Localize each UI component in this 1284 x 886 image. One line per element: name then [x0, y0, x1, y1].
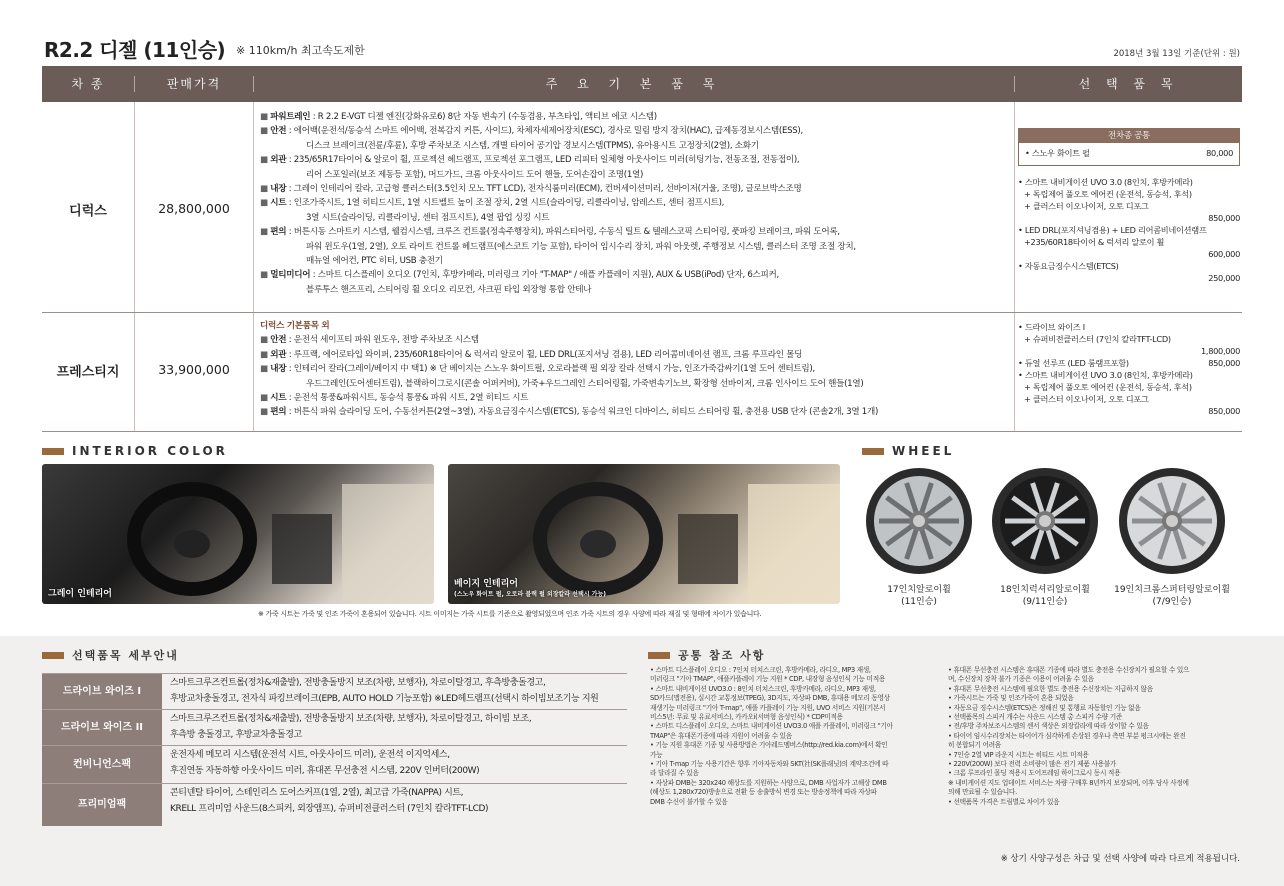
option-price: 850,000 — [1208, 406, 1240, 416]
feature-item — [260, 211, 1040, 225]
common-notes-right — [948, 666, 1244, 807]
photo-subcaption: (스노우 화이트 펄, 오로라 블랙 펄 외장칼라 선택시 가능) — [454, 591, 606, 598]
note-line: • 선택품목의 스피커 개수는 사운드 시스템 총 스피커 수량 기준 — [948, 713, 1123, 722]
option-line: • 스마트 내비게이션 UVO 3.0 (8인치, 후방카메라) — [1018, 177, 1193, 187]
beige-interior-photo — [448, 464, 840, 604]
photo-caption: 그레이 인테리어 — [48, 589, 112, 599]
feature-sep: : — [286, 407, 294, 418]
feature-label: 안전 — [270, 126, 287, 137]
option-guide-label: 프리미엄팩 — [42, 784, 162, 826]
bullet-icon: ■ — [260, 270, 271, 281]
option-line: • LED DRL(포지셔닝겸용) + LED 리어콤비네이션램프 — [1018, 225, 1207, 235]
option-price: 250,000 — [1208, 273, 1240, 283]
bullet-icon: ■ — [260, 126, 271, 137]
feature-item — [260, 405, 1040, 419]
option-line: + 독립제어 풀오토 에어컨 (운전석, 동승석, 후석) — [1024, 382, 1192, 392]
common-option-price: 80,000 — [1206, 148, 1233, 158]
option-guide-text — [170, 711, 630, 743]
option-line — [1018, 357, 1240, 369]
option-guide-row — [42, 783, 627, 825]
option-price: 600,000 — [1208, 249, 1240, 259]
feature-sep: : — [286, 155, 294, 166]
option-guide-label: 컨비니언스팩 — [42, 746, 162, 784]
feature-sep: : — [286, 364, 294, 375]
note-line: • 스마트 디스플레이 오디오 : 7인치 터치스크린, 후방카메라, 라디오, MP3 재생, — [650, 666, 871, 674]
feature-sep: : — [286, 184, 294, 195]
feature-sep: : — [286, 335, 294, 346]
option-guide-label: 드라이브 와이즈 I — [42, 674, 162, 710]
bullet-icon: ■ — [260, 112, 271, 122]
note-line: • 크롬 루프라인 몰딩 적용시 도어프레임 하이그로시 동시 적용 — [948, 769, 1121, 778]
feature-label: 내장 — [270, 184, 287, 195]
option-guide-line: 콘티넨탈 타이어, 스테인리스 도어스커프(1열, 2열), 최고급 가죽(NAPPA) 시트, — [170, 788, 464, 798]
option-guide-line: 후방교차충돌경고, 전자식 파킹브레이크(EPB, AUTO HOLD 기능포함) ※LED헤드램프(선택시 하이빔보조기능 지원 — [170, 694, 599, 704]
feature-item — [260, 168, 1040, 182]
header-features: 주 요 기 본 품 목 — [545, 77, 723, 91]
bullet-icon: ■ — [260, 364, 271, 375]
trim-price: 33,900,000 — [158, 362, 230, 377]
option-line: + 클러스터 이오나이저, 오토 디포그 — [1024, 201, 1149, 211]
interior-note: ※ 가죽 시트는 가죽 및 인조 가죽이 혼용되어 있습니다. 시트 이미지는 가죽 시트를 기준으로 촬영되었으며 인조 가죽 시트의 경우 사양에 따라 재질 및 형태에 차이가 있습니다. — [258, 610, 762, 618]
feature-sep: : — [286, 126, 294, 137]
feature-item — [260, 225, 1040, 239]
note-line: • 선택품목 가격은 트림별로 차이가 있음 — [948, 797, 1060, 806]
footer-note: ※ 상기 사양구성은 차급 및 선택 사양에 따라 다르게 적용됩니다. — [1000, 854, 1240, 864]
feature-item — [260, 139, 1040, 153]
common-option-name: • 스노우 화이트 펄 — [1025, 148, 1090, 158]
note-line: (해상도 1,280x720)방송으로 전환 등 송출방식 변경 또는 방송정책에 따라 자상파 — [650, 788, 877, 797]
wheel-seats: (11인승) — [901, 597, 937, 607]
table-header — [42, 66, 1242, 102]
note-line: • 전/후방 주차보조시스템의 센서 색상은 외장칼라에 따라 상이할 수 있음 — [948, 722, 1149, 731]
note-line: • 자동요금 징수시스템(ETCS)은 정해진 및 통행료 자동할인 기능 없음 — [948, 703, 1141, 712]
feature-text: 235/65R17타이어 & 알로이 휠, 프로젝션 헤드램프, 프로젝션 포그램프, LED 리피터 일체형 아웃사이드 미러(히팅기능, 전동조절, 전동접이), — [293, 155, 800, 166]
note-line: • 타이어 임시수리장치는 타이어가 심각하게 손상된 경우나 측면 부분 펑크시에는 완전 — [948, 731, 1186, 740]
option-price: 850,000 — [1208, 358, 1240, 368]
option-guide-row — [42, 673, 627, 709]
note-line: DMB 수신이 불가할 수 있음 — [650, 797, 728, 806]
feature-label: 안전 — [270, 335, 287, 346]
feature-text: 디스크 브레이크(전륜/후륜), 후방 주차보조 시스템, 개별 타이어 공기압 경보시스템(TPMS), 유아용시트 고정장치(2열), 소화기 — [306, 140, 759, 151]
note-line: • 스마트 디스플레이 오디오, 스마트 내비게이션 UVO3.0 애플 카플레이, 미러링크 "기아 — [650, 722, 893, 731]
wheel-icon — [1117, 466, 1227, 576]
feature-label: 시트 — [270, 198, 287, 209]
section-marker — [648, 652, 670, 659]
note-line: • 220V(200W) 보다 전력 소비량이 많은 전기 제품 사용불가 — [948, 760, 1117, 769]
feature-sep: : — [286, 349, 294, 360]
note-line: ※ 내비게이션 지도 업데이트 서비스는 차량 구매후 8년까지 보장되며, 이후 당사 사정에 — [948, 778, 1189, 787]
feature-text: R 2.2 E-VGT 디젤 엔진(강화유로6) 8단 자동 변속기 (수동겸용, 부츠타입, 액티브 에코 시스템) — [317, 112, 657, 122]
feature-list — [260, 110, 1040, 297]
note-line: 히 봉합되기 어려움 — [948, 741, 1001, 750]
table-row-deluxe — [42, 102, 1242, 313]
feature-item — [260, 240, 1040, 254]
option-text: • 듀얼 선루프 (LED 룸램프포함) — [1018, 358, 1129, 368]
feature-item — [260, 153, 1040, 167]
option-guide-text — [170, 675, 630, 707]
option-guide-row — [42, 709, 627, 745]
note-line: 재생기능 미러링크 "기아 T-map", 애플 카플레이 기능 지원, UVO 서비스 지원(기본서 — [650, 703, 886, 712]
feature-item — [260, 283, 1040, 297]
note-line: • 스마트 내비게이션 UVO3.0 : 8인치 터치스크린, 후방카메라, 라디오, MP3 재생, — [650, 684, 876, 693]
wheel-icon — [864, 466, 974, 576]
feature-text: 우드그레인(도어센터트림), 블랙하이그로시(콘솔 어퍼커버), 가죽+우드그레인 스티어링휠, 가죽변속기노브, 확장형 선바이저, 크롬 인사이드 도어 핸들(1열) — [306, 378, 864, 389]
feature-label: 시트 — [270, 393, 287, 404]
feature-item — [260, 377, 1040, 391]
interior-title: INTERIOR COLOR — [72, 444, 228, 458]
option-price: 850,000 — [1208, 213, 1240, 223]
option-guide-label: 드라이브 와이즈 II — [42, 710, 162, 746]
column-divider — [253, 313, 254, 431]
feature-item — [260, 110, 1040, 124]
feature-text: 3열 시트(슬라이딩, 리클라이닝, 센터 점프시트), 4열 팝업 싱킹 시트 — [306, 212, 550, 223]
table-row-prestige — [42, 313, 1242, 432]
feature-item — [260, 268, 1040, 282]
feature-text: 리어 스포일러(보조 제동등 포함), 머드가드, 크롬 아웃사이드 도어 핸들, 도어손잡이 조명(1열) — [306, 169, 644, 180]
feature-text: 에어백(운전석/동승석 스마트 에어백, 전복감지 커튼, 사이드), 차체자세제어장치(ESC), 경사로 밀림 방지 장치(HAC), 급제동경보시스템(ESS), — [293, 126, 803, 137]
option-guide-row — [42, 745, 627, 783]
note-line: SD카드(맵전용), 실시간 교통정보(TPEG), 3D지도, 자상파 DMB, 휴대용 메모리 동영상 — [650, 694, 890, 703]
note-line: 비스5년: 무료 및 유료서비스), 카카오i(서버형 음성인식) * CDP미적용 — [650, 713, 843, 722]
section-marker — [862, 448, 884, 455]
common-option-box — [1018, 128, 1240, 166]
wheel-caption — [1112, 584, 1232, 608]
feature-label: 편의 — [270, 227, 287, 238]
feature-label: 내장 — [270, 364, 287, 375]
feature-label: 외관 — [270, 349, 287, 360]
feature-text: 루프랙, 에어로타입 와이퍼, 235/60R18타이어 & 럭셔리 알로이 휠, LED DRL(포지셔닝 겸용), LED 리어콤비네이션 램프, 크롬 루프라인 몰딩 — [293, 349, 803, 360]
feature-text: 그레이 인테리어 칼라, 고급형 클러스터(3.5인치 모노 TFT LCD), 전자식룸미러(ECM), 컨버세이션미러, 선바이저(거울, 조명), 글로브박스조명 — [293, 184, 802, 195]
gray-interior-photo — [42, 464, 434, 604]
note-line: • 휴대폰 무선충전 시스템에 필요한 별도 충전용 수신장치는 지급하지 않음 — [948, 684, 1153, 693]
common-option-title: 전차종 공통 — [1019, 129, 1239, 143]
feature-label: 파워트레인 — [270, 112, 311, 122]
option-line: • 스마트 내비게이션 UVO 3.0 (8인치, 후방카메라) — [1018, 370, 1193, 380]
feature-sep: : — [310, 270, 318, 281]
page-title: R2.2 디젤 (11인승) — [44, 38, 226, 62]
option-item — [1018, 176, 1240, 224]
note-line: 가능 — [650, 750, 663, 759]
feature-label: 멀티미디어 — [270, 270, 311, 281]
wheel-icon — [990, 466, 1100, 576]
section-marker — [42, 448, 64, 455]
trim-name: 프레스티지 — [56, 365, 120, 380]
feature-item — [260, 348, 1040, 362]
note-line: 의해 만료될 수 있습니다. — [948, 788, 1017, 797]
option-list — [1018, 321, 1240, 417]
option-item — [1018, 321, 1240, 357]
feature-list — [260, 319, 1040, 420]
wheel-caption — [859, 584, 979, 608]
feature-text: 버튼시동 스마트키 시스템, 웰컴시스템, 크루즈 컨트롤(정속주행장치), 파워스티어링, 수동식 틸트 & 텔레스코픽 스티어링, 풋파킹 브레이크, 파워 도어록, — [293, 227, 840, 238]
common-option-item — [1019, 143, 1239, 165]
section-marker — [42, 652, 64, 659]
option-guide-line: 스마트크루즈컨트롤(정차&재출발), 전방충돌방지 보조(차량, 보행자), 차로이탈경고, 후측방충돌경고, — [170, 678, 546, 688]
base-trim-note: 디럭스 기본품목 외 — [260, 321, 330, 331]
option-guide-line: 스마트크루즈컨트롤(정차&재출발), 전방충돌방지 보조(차량, 보행자), 차로이탈경고, 하이빔 보조, — [170, 714, 532, 724]
feature-text: 인테리어 칼라(그레이/베이지 中 택1) ※ 단 베이지는 스노우 화이트펄, 오로라블랙 펄 외장 칼라 선택시 가능, 인조가죽감싸기(1열 도어 센터트림), — [293, 364, 815, 375]
bullet-icon: ■ — [260, 335, 271, 346]
feature-text: 블루투스 핸즈프리, 스티어링 휠 오디오 리모컨, 샤크핀 타입 외장형 통합 안테나 — [306, 284, 592, 295]
bullet-icon: ■ — [260, 184, 271, 195]
option-line: + 클러스터 이오나이저, 오토 디포그 — [1024, 394, 1149, 404]
note-line: • 가죽시트는 가죽 및 인조가죽이 혼용 되었음 — [948, 694, 1074, 703]
option-item — [1018, 260, 1240, 284]
feature-item — [260, 391, 1040, 405]
column-divider — [253, 102, 254, 312]
page-subtitle: ※ 110km/h 최고속도제한 — [236, 44, 365, 57]
feature-text: 운전석 세이프티 파워 윈도우, 전방 주차보조 시스템 — [293, 335, 479, 346]
feature-text: 파워 윈도우(1열, 2열), 오토 라이트 컨트롤 헤드램프(에스코트 기능 포함), 타이어 임시수리 장치, 파워 아웃렛, 주행정보 시스템, 클러스터 조명 조절 장치, — [306, 241, 856, 252]
feature-item — [260, 124, 1040, 138]
bullet-icon: ■ — [260, 407, 271, 418]
option-line: + 독립제어 풀오토 에어컨 (운전석, 동승석, 후석) — [1024, 189, 1192, 199]
feature-sep: : — [310, 112, 318, 122]
feature-sep: : — [286, 227, 294, 238]
feature-label: 편의 — [270, 407, 287, 418]
feature-item — [260, 362, 1040, 376]
feature-item — [260, 196, 1040, 210]
bullet-icon: ■ — [260, 393, 271, 404]
photo-caption: 베이지 인테리어 — [454, 579, 518, 589]
option-guide-line: 후측방 충돌경고, 후방교차충돌경고 — [170, 730, 302, 740]
feature-sep: : — [286, 198, 294, 209]
option-line: • 자동요금징수시스템(ETCS) — [1018, 261, 1119, 271]
feature-text: 스마트 디스플레이 오디오 (7인치, 후방카메라, 미러링크 기아 "T-MAP" / 애플 카플레이 지원), AUX & USB(iPod) 단자, 6스피커, — [317, 270, 779, 281]
trim-name: 디럭스 — [69, 204, 107, 219]
option-guide-title: 선택품목 세부안내 — [72, 649, 179, 662]
option-guide-line: 후진연동 자동하향 아웃사이드 미러, 휴대폰 무선충전 시스템, 220V 인버터(200W) — [170, 766, 480, 776]
option-items — [1018, 176, 1240, 284]
wheel-title: WHEEL — [892, 444, 955, 458]
price-date: 2018년 3월 13일 기준(단위 : 원) — [1113, 49, 1240, 59]
option-line: +235/60R18타이어 & 럭셔리 알로이 휠 — [1024, 237, 1165, 247]
header-price: 판매가격 — [166, 77, 222, 91]
option-item — [1018, 357, 1240, 369]
feature-text: 운전석 통풍&파워시트, 동승석 통풍& 파워 시트, 2열 히티드 시트 — [293, 393, 529, 404]
option-guide-line: 운전자세 메모리 시스템(운전석 시트, 아웃사이드 미러), 운전석 이지억세스, — [170, 750, 450, 760]
feature-items — [260, 333, 1040, 419]
wheel-name: 19인치크롬스퍼터링알로이휠 — [1114, 585, 1230, 595]
feature-text: 매뉴얼 에어컨, PTC 히터, USB 충전기 — [306, 256, 443, 267]
wheel-name: 18인치럭셔리알로이휠 — [1000, 585, 1090, 595]
bullet-icon: ■ — [260, 198, 271, 209]
option-guide-text — [170, 785, 630, 817]
feature-item — [260, 182, 1040, 196]
bullet-icon: ■ — [260, 227, 271, 238]
note-line: 미러링크 "기아 TMAP", 애플카플레이 기능 지원 * CDP, 내장형 음성인식 기능 미적용 — [650, 675, 886, 684]
note-line: • 기아 T-map 기능 사용기간은 향후 기아자동차와 SKT(社(SK플래닛)의 계약조건에 따 — [650, 760, 889, 769]
feature-label: 외관 — [270, 155, 287, 166]
option-price: 1,800,000 — [1201, 346, 1240, 356]
wheel-seats: (7/9인승) — [1152, 597, 1192, 607]
feature-sep: : — [286, 393, 294, 404]
note-line: • 기능 지원 휴대폰 기종 및 사용방법은 기아레드멤버스(http://red.kia.com)에서 확인 — [650, 741, 888, 750]
steering-wheel-icon — [42, 464, 434, 604]
feature-item — [260, 333, 1040, 347]
feature-text: 인조가죽시트, 1열 히티드시트, 1열 시트벨트 높이 조절 장치, 2열 시트(슬라이딩, 리클라이닝, 암레스트, 센터 점프시트), — [293, 198, 725, 209]
wheel-seats: (9/11인승) — [1022, 597, 1068, 607]
note-line: • 휴대폰 무선충전 시스템은 휴대폰 기종에 따라 별도 충전용 수신장치가 필요할 수 있으 — [948, 666, 1190, 674]
bullet-icon: ■ — [260, 155, 271, 166]
option-guide-text — [170, 747, 630, 779]
feature-text: 버튼식 파워 슬라이딩 도어, 수동선커튼(2열~3열), 자동요금징수시스템(ETCS), 동승석 워크인 디바이스, 히티드 스티어링 휠, 충전용 USB 단자 (콘솔2개, 3열 1개) — [293, 407, 878, 418]
wheel-name: 17인치알로이휠 — [887, 585, 951, 595]
header-options: 선 택 품 목 — [1078, 77, 1179, 91]
option-item — [1018, 369, 1240, 417]
option-guide-line: KRELL 프리미엄 사운드(8스피커, 외장앰프), 슈퍼비전클러스터 (7인치 칼라TFT-LCD) — [170, 804, 489, 814]
feature-item — [260, 254, 1040, 268]
header-trim: 차 종 — [71, 77, 105, 91]
trim-price: 28,800,000 — [158, 201, 230, 216]
note-line: 며, 수신장치 장착 불가 기종은 이용이 어려울 수 있음 — [948, 675, 1094, 684]
bullet-icon: ■ — [260, 349, 271, 360]
option-line: + 슈퍼비전클러스터 (7인치 칼라TFT-LCD) — [1024, 334, 1171, 344]
note-line: 라 달라질 수 있음 — [650, 769, 699, 778]
common-notes-left — [650, 666, 945, 807]
option-list — [1018, 128, 1240, 284]
note-line: • 자상파 DMB는 320x240 해상도를 지원하는 사양으로, DMB 사업자가 고해상 DMB — [650, 778, 887, 787]
option-line: • 드라이브 와이즈 I — [1018, 322, 1085, 332]
price-table — [42, 66, 1242, 432]
common-notes-title: 공통 참조 사항 — [678, 649, 766, 662]
wheel-caption — [985, 584, 1105, 608]
note-line: • 7인승 2열 VIP 라운지 시트는 히티드 시트 미적용 — [948, 750, 1089, 759]
note-line: TMAP"은 휴대폰기종에 따라 지원이 어려울 수 있음 — [650, 731, 792, 740]
option-item — [1018, 224, 1240, 260]
